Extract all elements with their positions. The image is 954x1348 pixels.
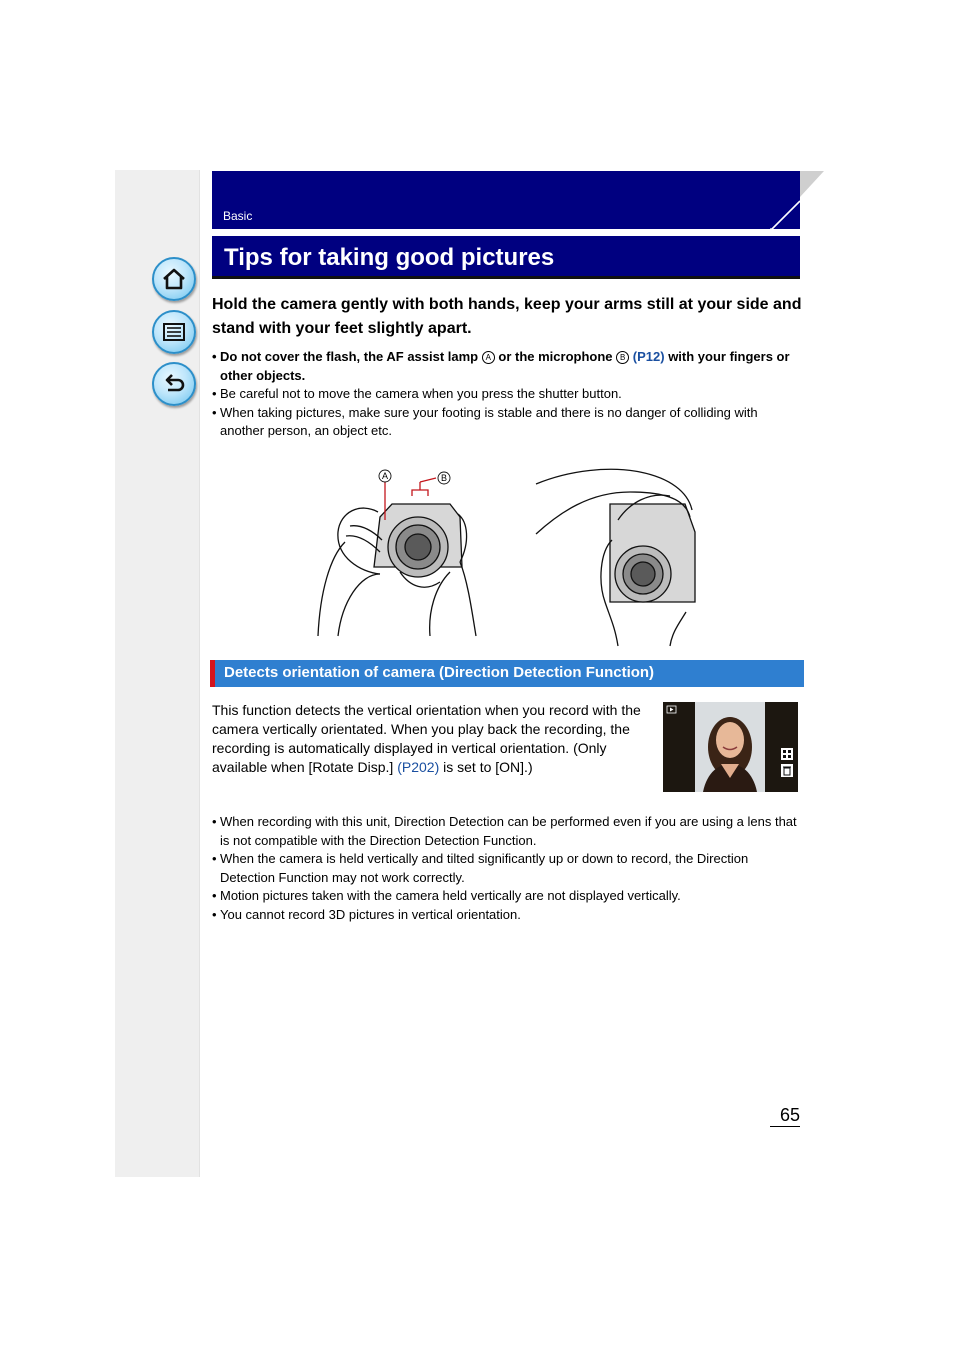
list-item: • You cannot record 3D pictures in vertical orientation. xyxy=(212,906,800,925)
lead-text: Hold the camera gently with both hands, keep your arms still at your side and stand with your feet slightly apart. xyxy=(212,296,802,337)
section-label: Basic xyxy=(223,209,253,223)
notes-list xyxy=(212,813,800,924)
page-link-p12[interactable]: (P12) xyxy=(632,349,665,364)
list-item: • When taking pictures, make sure your footing is stable and there is no danger of colliding with another person, an object etc. xyxy=(212,404,800,441)
list-item: • When recording with this unit, Direction Detection can be performed even if you are using a lens that is not compatible with the Direction Detection Function. xyxy=(212,813,800,850)
home-icon xyxy=(161,266,187,292)
back-button[interactable] xyxy=(152,362,196,406)
list-item: • Motion pictures taken with the camera held vertically are not displayed vertically. xyxy=(212,887,800,906)
tips-list xyxy=(212,348,800,441)
list-item: • Do not cover the flash, the AF assist lamp A or the microphone B (P12) with your fingers or other objects. xyxy=(212,348,800,385)
illustration-label-a: A xyxy=(381,471,389,481)
page-link-p202[interactable]: (P202) xyxy=(397,759,440,775)
home-button[interactable] xyxy=(152,257,196,301)
back-arrow-icon xyxy=(161,371,187,397)
menu-list-icon xyxy=(161,319,187,345)
label-b-marker: B xyxy=(616,351,629,364)
playback-screen-image xyxy=(663,702,798,792)
section-heading-bar xyxy=(210,660,804,687)
page-title: Tips for taking good pictures xyxy=(224,244,555,271)
section-heading: Detects orientation of camera (Direction Detection Function) xyxy=(224,664,655,681)
header-corner-decoration xyxy=(770,171,826,233)
portrait-photo xyxy=(663,702,798,792)
list-item: • When the camera is held vertically and tilted significantly up or down to record, the Direction Detection Function may not work correctly. xyxy=(212,850,800,887)
header-band xyxy=(212,171,800,229)
list-item: • Be careful not to move the camera when you press the shutter button. xyxy=(212,385,800,404)
title-bar xyxy=(212,236,800,279)
camera-holding-illustration xyxy=(300,462,710,648)
label-a-marker: A xyxy=(482,351,495,364)
menu-button[interactable] xyxy=(152,310,196,354)
page-number: 65 xyxy=(770,1104,800,1127)
direction-detection-description: This function detects the vertical orientation when you record with the camera vertically orientated. When you play back the recording, the recording is automatically displayed in vertical orientation. (Only available when [Rotate Disp.] (P202) is set to [ON].) xyxy=(212,702,641,775)
illustration-label-b: B xyxy=(440,473,448,483)
